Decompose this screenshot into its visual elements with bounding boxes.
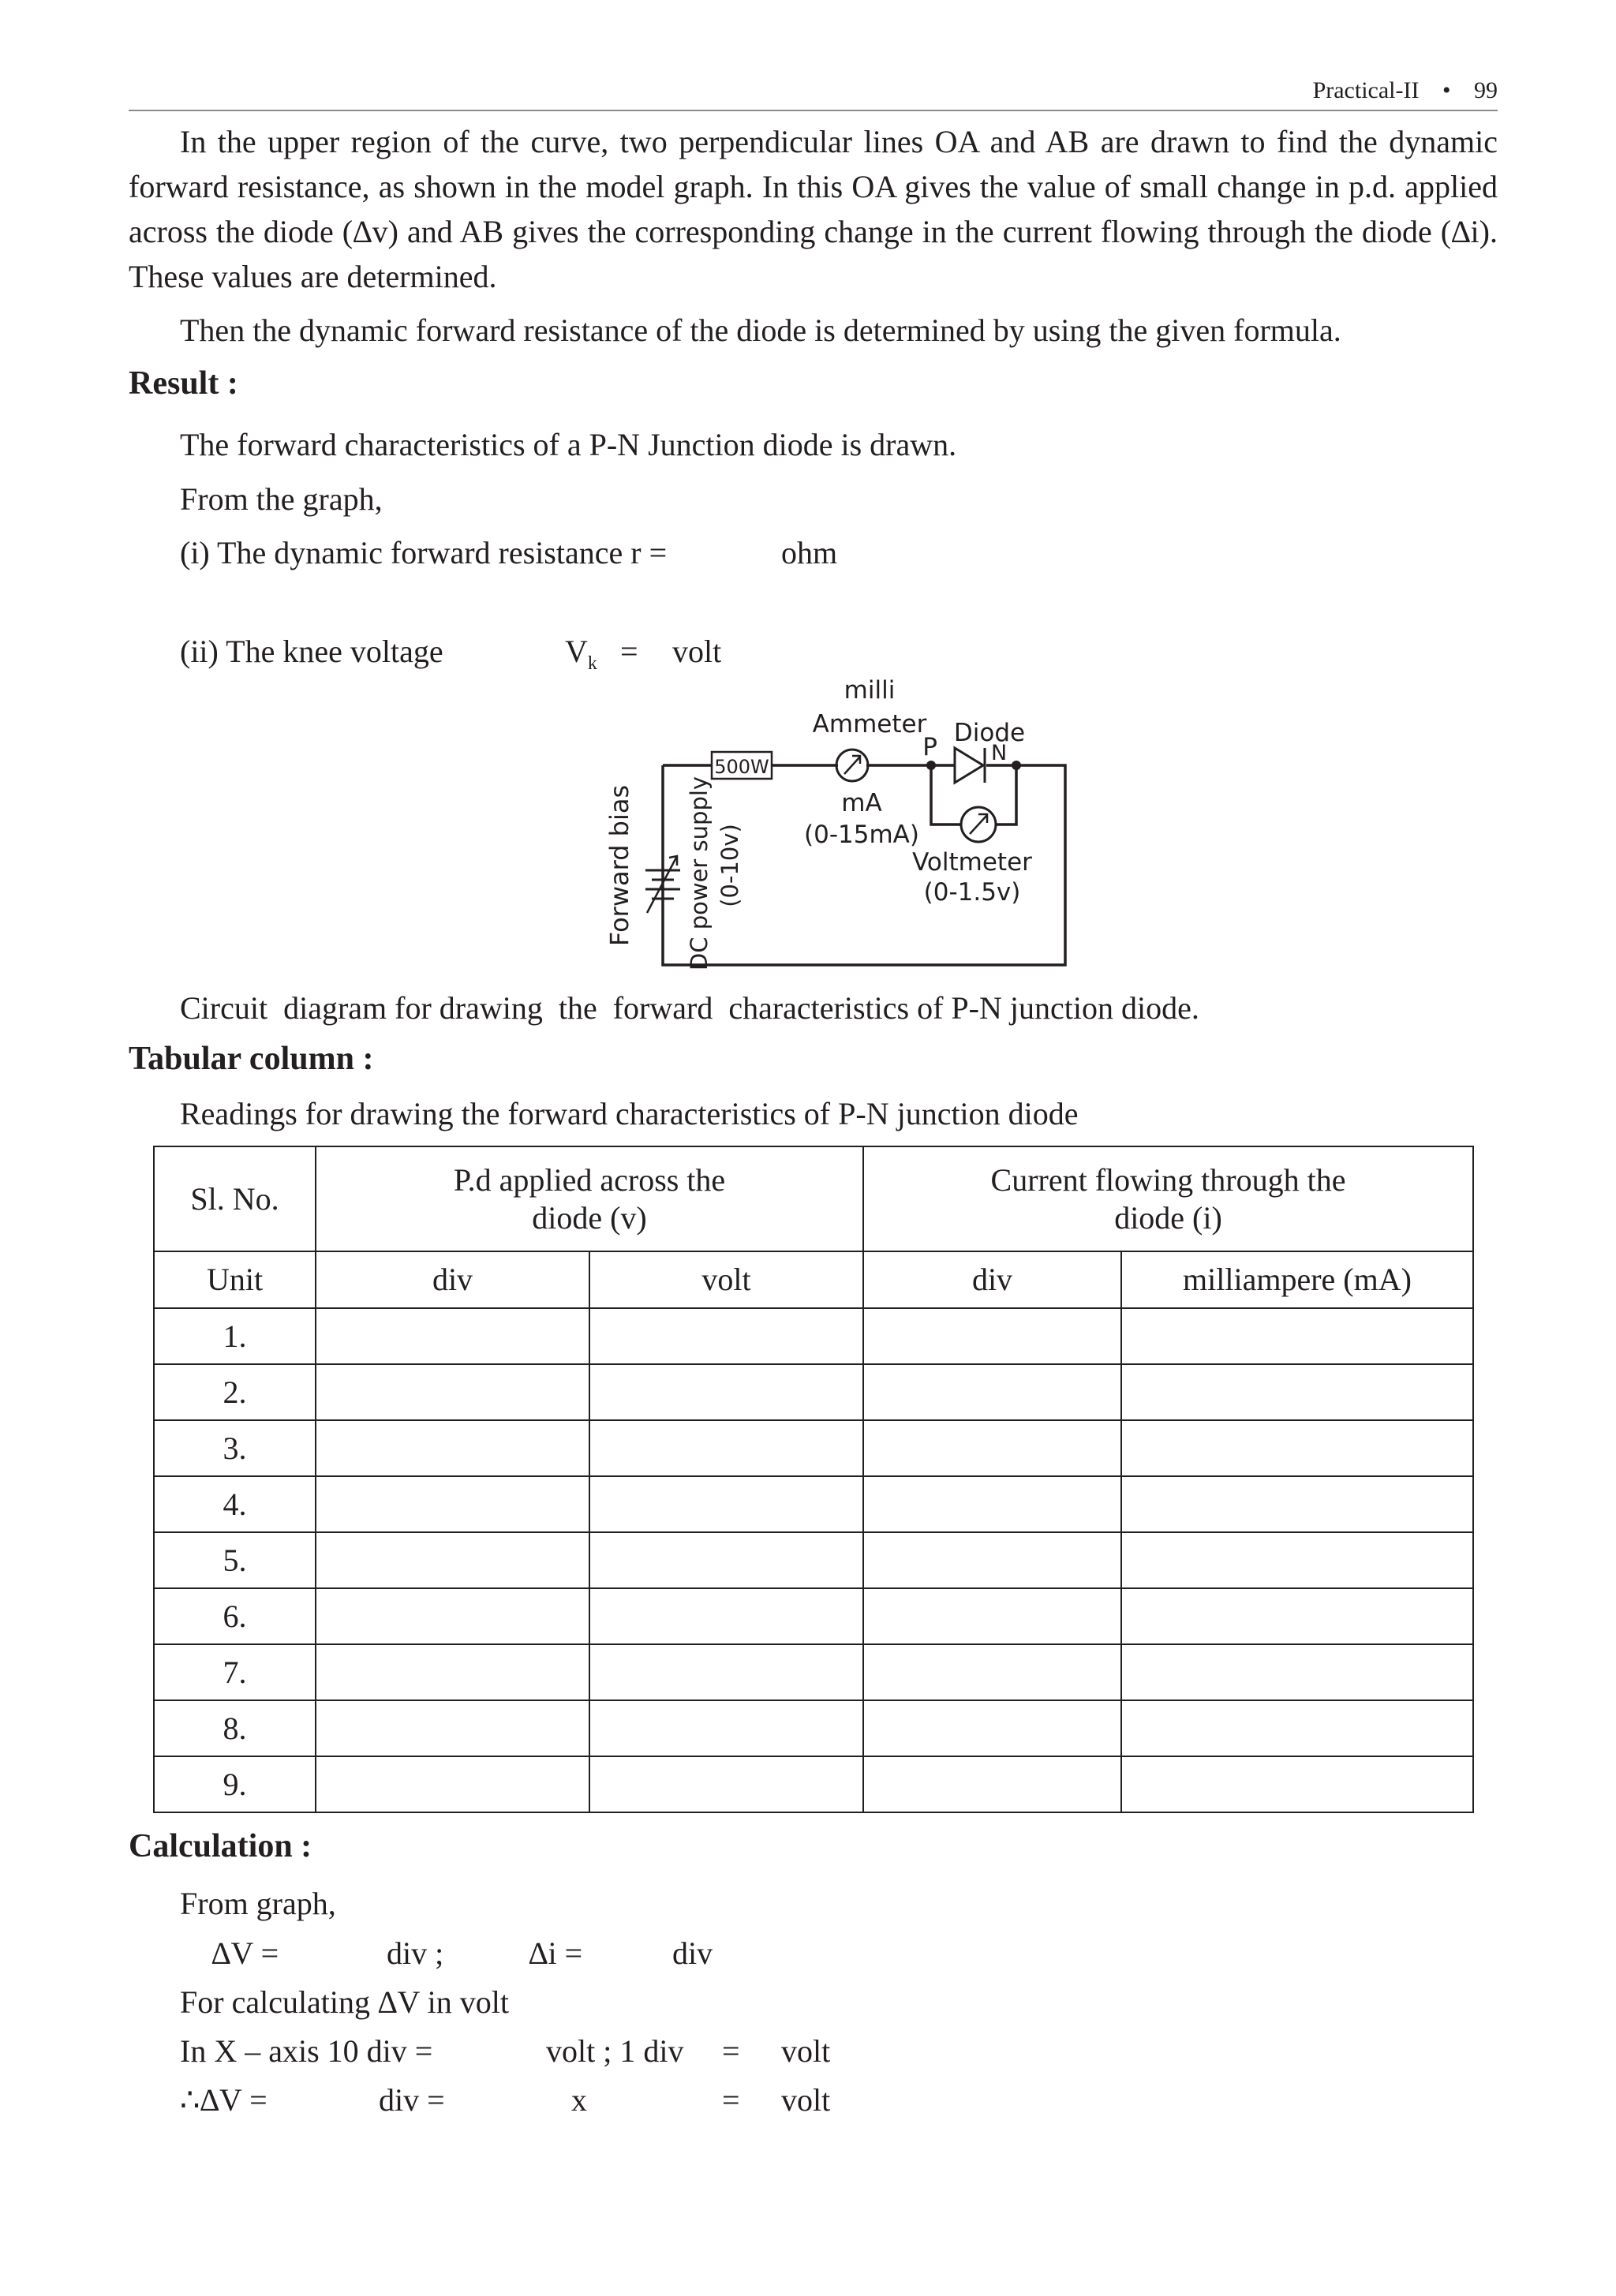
ammeter-label-milli: milli	[844, 676, 896, 705]
header-pd-line1: P.d applied across the	[453, 1161, 726, 1198]
table-row	[154, 1420, 1473, 1476]
result-heading: Result :	[129, 365, 238, 402]
cell-pd-volt[interactable]	[589, 1700, 863, 1756]
header-slno: Sl. No.	[154, 1146, 316, 1251]
header-bullet: •	[1442, 77, 1451, 103]
ammeter-range: (0-15mA)	[804, 821, 919, 849]
tabular-heading: Tabular column :	[129, 1041, 374, 1077]
xaxis-equals: =	[722, 2033, 740, 2069]
bias-label: Forward bias	[604, 784, 634, 947]
cell-current-ma[interactable]	[1121, 1756, 1473, 1812]
tabular-subtitle: Readings for drawing the forward characteristics of P-N junction diode	[180, 1096, 1079, 1131]
result-item-resistance-unit: ohm	[781, 535, 838, 570]
diode-symbol	[955, 748, 983, 783]
cell-current-div[interactable]	[863, 1308, 1121, 1364]
therefore-x: x	[571, 2082, 587, 2118]
cell-pd-div[interactable]	[316, 1588, 589, 1644]
unit-label: Unit	[154, 1251, 316, 1308]
table-row	[154, 1756, 1473, 1812]
cell-current-div[interactable]	[863, 1420, 1121, 1476]
cell-current-div[interactable]	[863, 1644, 1121, 1700]
table-header-row	[154, 1146, 1473, 1251]
cell-current-div[interactable]	[863, 1532, 1121, 1588]
cell-pd-div[interactable]	[316, 1308, 589, 1364]
calculation-volt-note: For calculating ∆V in volt	[180, 1984, 510, 2020]
unit-pd-volt: volt	[589, 1251, 863, 1308]
therefore-equals: =	[722, 2082, 740, 2118]
cell-pd-volt[interactable]	[589, 1532, 863, 1588]
row-number: 3.	[154, 1420, 316, 1476]
cell-current-ma[interactable]	[1121, 1420, 1473, 1476]
ammeter-unit: mA	[841, 789, 882, 817]
cell-pd-div[interactable]	[316, 1644, 589, 1700]
junction-n	[1012, 761, 1021, 770]
delta-v-label: ∆V =	[211, 1935, 279, 1971]
therefore-div: div =	[379, 2082, 445, 2118]
cell-pd-volt[interactable]	[589, 1756, 863, 1812]
paragraph-formula: Then the dynamic forward resistance of the diode is determined by using the given formula.	[180, 312, 1341, 348]
knee-voltage-unit: volt	[672, 634, 722, 669]
table-row	[154, 1700, 1473, 1756]
header-section: Practical-II	[1312, 77, 1420, 103]
cell-pd-volt[interactable]	[589, 1308, 863, 1364]
table-row	[154, 1308, 1473, 1364]
table-row	[154, 1588, 1473, 1644]
table-row	[154, 1364, 1473, 1420]
row-number: 1.	[154, 1308, 316, 1364]
cell-pd-volt[interactable]	[589, 1364, 863, 1420]
paragraph-dynamic-resistance: In the upper region of the curve, two perpendicular lines OA and AB are drawn to find the dynamic forward resistance, as shown in the model graph. In this OA gives the value of small change in p.d. applied across the diode (∆v) and AB gives the corresponding change in the current flowing through the diode (∆i). These values are determined.	[129, 124, 1498, 294]
unit-current-ma: milliampere (mA)	[1121, 1251, 1473, 1308]
row-number: 8.	[154, 1700, 316, 1756]
cell-current-div[interactable]	[863, 1700, 1121, 1756]
row-number: 7.	[154, 1644, 316, 1700]
circuit-caption: Circuit diagram for drawing the forward characteristics of P-N junction diode.	[180, 990, 1199, 1026]
knee-voltage-subscript: k	[587, 653, 597, 674]
result-line-2: From the graph,	[180, 481, 383, 517]
calculation-heading: Calculation :	[129, 1828, 312, 1864]
table-row	[154, 1476, 1473, 1532]
delta-i-label: ∆i =	[529, 1935, 583, 1971]
resistor-label: 500W	[714, 756, 769, 778]
row-number: 5.	[154, 1532, 316, 1588]
cell-current-ma[interactable]	[1121, 1476, 1473, 1532]
cell-pd-div[interactable]	[316, 1420, 589, 1476]
cell-pd-div[interactable]	[316, 1700, 589, 1756]
cell-current-ma[interactable]	[1121, 1308, 1473, 1364]
cell-current-ma[interactable]	[1121, 1700, 1473, 1756]
unit-current-div: div	[863, 1251, 1121, 1308]
therefore-volt: volt	[781, 2082, 831, 2118]
supply-label: DC power supply	[686, 776, 713, 971]
cell-pd-volt[interactable]	[589, 1476, 863, 1532]
header-rule	[129, 110, 1498, 111]
cell-current-div[interactable]	[863, 1364, 1121, 1420]
cell-current-ma[interactable]	[1121, 1588, 1473, 1644]
cell-pd-div[interactable]	[316, 1364, 589, 1420]
cell-current-ma[interactable]	[1121, 1532, 1473, 1588]
cell-pd-volt[interactable]	[589, 1588, 863, 1644]
cell-pd-div[interactable]	[316, 1756, 589, 1812]
voltmeter-range: (0-1.5v)	[923, 878, 1021, 907]
n-label: N	[991, 741, 1008, 765]
ammeter-label: Ammeter	[812, 710, 927, 739]
junction-p	[926, 761, 936, 770]
delta-v-unit: div ;	[387, 1935, 444, 1971]
cell-current-div[interactable]	[863, 1476, 1121, 1532]
table-unit-row	[154, 1251, 1473, 1308]
delta-i-unit: div	[672, 1935, 713, 1971]
table-row	[154, 1532, 1473, 1588]
knee-voltage-v: V	[565, 634, 588, 669]
cell-pd-volt[interactable]	[589, 1644, 863, 1700]
diode-label: Diode	[953, 719, 1026, 747]
page-header	[1313, 77, 1498, 104]
cell-current-ma[interactable]	[1121, 1364, 1473, 1420]
xaxis-volt-per-div: volt ; 1 div	[546, 2033, 684, 2069]
circuit-diagram	[584, 667, 1089, 974]
header-current-line1: Current flowing through the	[990, 1161, 1346, 1198]
header-current-line2: diode (i)	[1114, 1199, 1222, 1236]
cell-pd-volt[interactable]	[589, 1420, 863, 1476]
cell-pd-div[interactable]	[316, 1532, 589, 1588]
result-item-knee-voltage: (ii) The knee voltage	[180, 634, 443, 669]
therefore-delta-v: ∴∆V =	[180, 2082, 267, 2118]
supply-range: (0-10v)	[716, 824, 743, 907]
cell-current-div[interactable]	[863, 1588, 1121, 1644]
page-number: 99	[1474, 77, 1498, 103]
header-pd-line2: diode (v)	[532, 1199, 647, 1236]
wire-voltmeter-branch	[931, 765, 1016, 825]
p-label: P	[922, 733, 937, 761]
result-line-1: The forward characteristics of a P-N Junction diode is drawn.	[180, 427, 957, 462]
xaxis-volt: volt	[781, 2033, 831, 2069]
row-number: 4.	[154, 1476, 316, 1532]
cell-current-div[interactable]	[863, 1756, 1121, 1812]
unit-pd-div: div	[316, 1251, 589, 1308]
xaxis-label: In X – axis 10 div =	[180, 2033, 433, 2069]
table-row	[154, 1644, 1473, 1700]
cell-pd-div[interactable]	[316, 1476, 589, 1532]
knee-voltage-equals: =	[620, 634, 638, 669]
readings-table	[153, 1146, 1474, 1813]
row-number: 2.	[154, 1364, 316, 1420]
row-number: 6.	[154, 1588, 316, 1644]
row-number: 9.	[154, 1756, 316, 1812]
voltmeter-label: Voltmeter	[912, 848, 1032, 877]
calculation-from-graph: From graph,	[180, 1886, 336, 1921]
header-pd	[316, 1146, 863, 1251]
cell-current-ma[interactable]	[1121, 1644, 1473, 1700]
header-current	[863, 1146, 1473, 1251]
result-item-resistance: (i) The dynamic forward resistance r =	[180, 535, 668, 570]
